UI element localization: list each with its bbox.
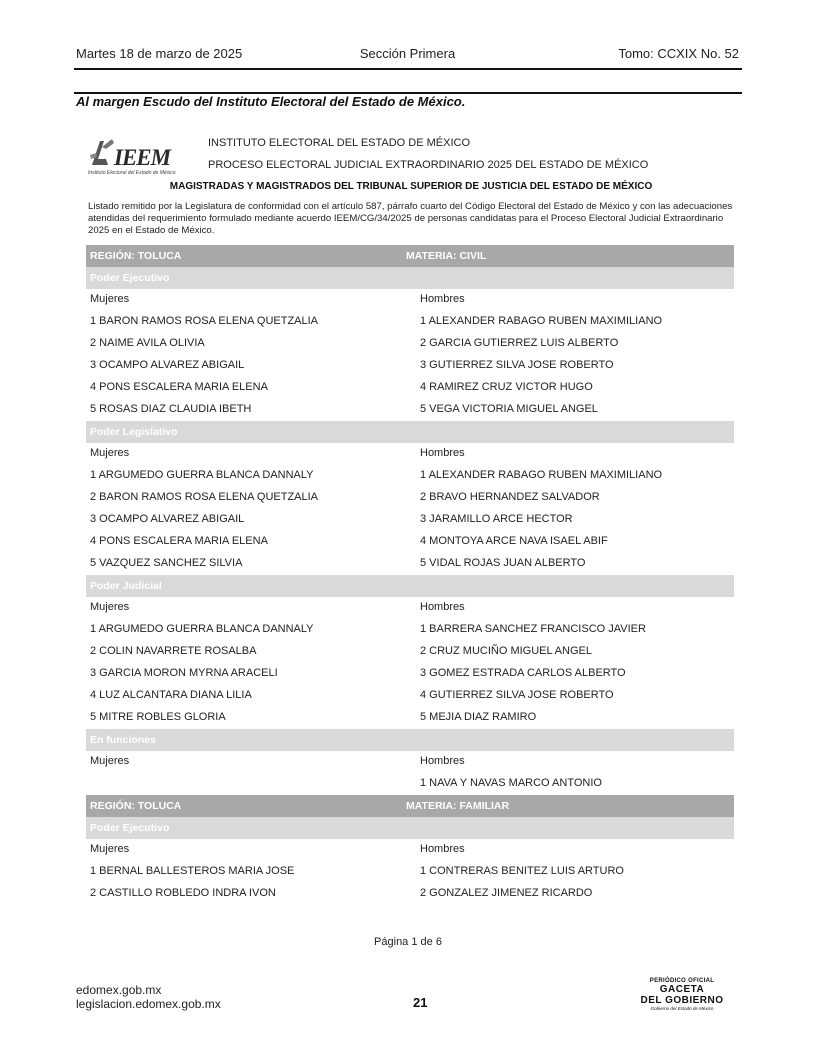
region-label: REGIÓN: TOLUCA (90, 800, 182, 812)
region-row (86, 245, 734, 267)
footer-link-edomex[interactable]: edomex.gob.mx (76, 983, 162, 997)
table-row (86, 465, 734, 487)
women-cell: 4 LUZ ALCANTARA DIANA LILIA (90, 689, 252, 701)
women-cell: Mujeres (90, 293, 130, 305)
region-label: REGIÓN: TOLUCA (90, 250, 182, 262)
men-cell: 4 RAMIREZ CRUZ VICTOR HUGO (420, 381, 593, 393)
page-indicator: Página 1 de 6 (374, 936, 442, 948)
women-cell: 1 BARON RAMOS ROSA ELENA QUETZALIA (90, 315, 319, 327)
footer-link-legislacion[interactable]: legislacion.edomex.gob.mx (76, 997, 221, 1011)
table-row (86, 487, 734, 509)
women-cell: 4 PONS ESCALERA MARIA ELENA (90, 381, 268, 393)
men-cell: 1 ALEXANDER RABAGO RUBEN MAXIMILIANO (420, 469, 663, 481)
header-date: Martes 18 de marzo de 2025 (76, 46, 243, 61)
table-row (86, 311, 734, 333)
men-cell: Hombres (420, 843, 465, 855)
men-cell: 1 ALEXANDER RABAGO RUBEN MAXIMILIANO (420, 315, 663, 327)
section-label: Poder Legislativo (90, 426, 178, 438)
gaceta-logo (632, 978, 732, 1011)
candidates-table (86, 245, 734, 905)
men-cell: 4 MONTOYA ARCE NAVA ISAEL ABIF (420, 535, 608, 547)
table-row (86, 553, 734, 575)
women-cell: Mujeres (90, 843, 130, 855)
logo-subtitle: Instituto Electoral del Estado de México (88, 170, 176, 176)
table-row (86, 883, 734, 905)
men-cell: 5 VEGA VICTORIA MIGUEL ANGEL (420, 403, 598, 415)
women-cell: 5 VAZQUEZ SANCHEZ SILVIA (90, 557, 243, 569)
process-name: PROCESO ELECTORAL JUDICIAL EXTRAORDINARIO 2025 DEL ESTADO DE MÉXICO (208, 159, 649, 171)
logo-text: IEEM (114, 145, 171, 170)
table-row (86, 399, 734, 421)
men-cell: 1 NAVA Y NAVAS MARCO ANTONIO (420, 777, 602, 789)
table-row (86, 641, 734, 663)
section-row (86, 421, 734, 443)
page-number: 21 (413, 995, 428, 1010)
men-cell: 2 GONZALEZ JIMENEZ RICARDO (420, 887, 593, 899)
section-label: Poder Ejecutivo (90, 822, 170, 834)
men-cell: 2 GARCIA GUTIERREZ LUIS ALBERTO (420, 337, 619, 349)
materia-label: MATERIA: FAMILIAR (406, 800, 510, 812)
table-row (86, 509, 734, 531)
men-cell: Hombres (420, 293, 465, 305)
table-row (86, 773, 734, 795)
section-row (86, 267, 734, 289)
women-cell: 1 ARGUMEDO GUERRA BLANCA DANNALY (90, 623, 314, 635)
women-cell: 1 ARGUMEDO GUERRA BLANCA DANNALY (90, 469, 314, 481)
ieem-logo (86, 135, 186, 179)
women-cell: 3 OCAMPO ALVAREZ ABIGAIL (90, 513, 245, 525)
table-row (86, 839, 734, 861)
table-row (86, 443, 734, 465)
men-cell: 5 MEJIA DIAZ RAMIRO (420, 711, 537, 723)
table-row (86, 333, 734, 355)
header-section: Sección Primera (359, 46, 456, 61)
footer-links (76, 983, 221, 1011)
men-cell: Hombres (420, 447, 465, 459)
section-row (86, 817, 734, 839)
women-cell: 2 NAIME AVILA OLIVIA (90, 337, 205, 349)
men-cell: 2 BRAVO HERNANDEZ SALVADOR (420, 491, 600, 503)
women-cell: 5 MITRE ROBLES GLORIA (90, 711, 226, 723)
section-label: Poder Ejecutivo (90, 272, 170, 284)
table-row (86, 619, 734, 641)
region-row (86, 795, 734, 817)
gaceta-line4: Gobierno del Estado de México (650, 1006, 714, 1011)
women-cell: Mujeres (90, 601, 130, 613)
materia-label: MATERIA: CIVIL (406, 250, 487, 262)
gaceta-line3: DEL GOBIERNO (640, 995, 724, 1006)
page-header (76, 46, 739, 66)
men-cell: Hombres (420, 601, 465, 613)
table-row (86, 685, 734, 707)
men-cell: 3 GUTIERREZ SILVA JOSE ROBERTO (420, 359, 614, 371)
table-row (86, 597, 734, 619)
men-cell: 3 JARAMILLO ARCE HECTOR (420, 513, 573, 525)
men-cell: 1 BARRERA SANCHEZ FRANCISCO JAVIER (420, 623, 646, 635)
table-row (86, 289, 734, 311)
table-row (86, 751, 734, 773)
section-row (86, 575, 734, 597)
women-cell: 1 BERNAL BALLESTEROS MARIA JOSE (90, 865, 295, 877)
women-cell: 4 PONS ESCALERA MARIA ELENA (90, 535, 268, 547)
institution-name: INSTITUTO ELECTORAL DEL ESTADO DE MÉXICO (208, 137, 471, 149)
table-row (86, 707, 734, 729)
women-cell: 3 GARCIA MORON MYRNA ARACELI (90, 667, 278, 679)
table-row (86, 531, 734, 553)
women-cell: 2 CASTILLO ROBLEDO INDRA IVON (90, 887, 276, 899)
women-cell: 5 ROSAS DIAZ CLAUDIA IBETH (90, 403, 252, 415)
document-title: MAGISTRADAS Y MAGISTRADOS DEL TRIBUNAL SUPERIOR DE JUSTICIA DEL ESTADO DE MÉXICO (169, 181, 653, 192)
men-cell: 1 CONTRERAS BENITEZ LUIS ARTURO (420, 865, 624, 877)
women-cell: Mujeres (90, 447, 130, 459)
women-cell: Mujeres (90, 755, 130, 767)
header-volume: Tomo: CCXIX No. 52 (618, 46, 739, 61)
men-cell: Hombres (420, 755, 465, 767)
intro-paragraph: Listado remitido por la Legislatura de conformidad con el artículo 587, párrafo cuarto del Código Electoral del Estado de México y con las adecuaciones atendidas del requerimiento formulado mediante acuerdo IEEM/CG/34/2025 de personas candidatas para el Proceso Electoral Judicial Extraordinario 2025 en el Estado de México. (88, 201, 733, 236)
section-label: En funciones (90, 734, 156, 746)
gaceta-line2: GACETA (659, 984, 705, 995)
header-rule (74, 68, 742, 70)
men-cell: 5 VIDAL ROJAS JUAN ALBERTO (420, 557, 586, 569)
women-cell: 3 OCAMPO ALVAREZ ABIGAIL (90, 359, 245, 371)
gaceta-line1: PERIÓDICO OFICIAL (649, 978, 715, 984)
table-row (86, 377, 734, 399)
margin-note: Al margen Escudo del Instituto Electoral del Estado de México. (76, 94, 466, 109)
section-label: Poder Judicial (90, 580, 162, 592)
men-cell: 2 CRUZ MUCIÑO MIGUEL ANGEL (420, 645, 592, 657)
men-cell: 4 GUTIERREZ SILVA JOSE ROBERTO (420, 689, 614, 701)
women-cell: 2 COLIN NAVARRETE ROSALBA (90, 645, 257, 657)
section-row (86, 729, 734, 751)
women-cell: 2 BARON RAMOS ROSA ELENA QUETZALIA (90, 491, 319, 503)
men-cell: 3 GOMEZ ESTRADA CARLOS ALBERTO (420, 667, 626, 679)
table-row (86, 663, 734, 685)
table-row (86, 861, 734, 883)
table-row (86, 355, 734, 377)
